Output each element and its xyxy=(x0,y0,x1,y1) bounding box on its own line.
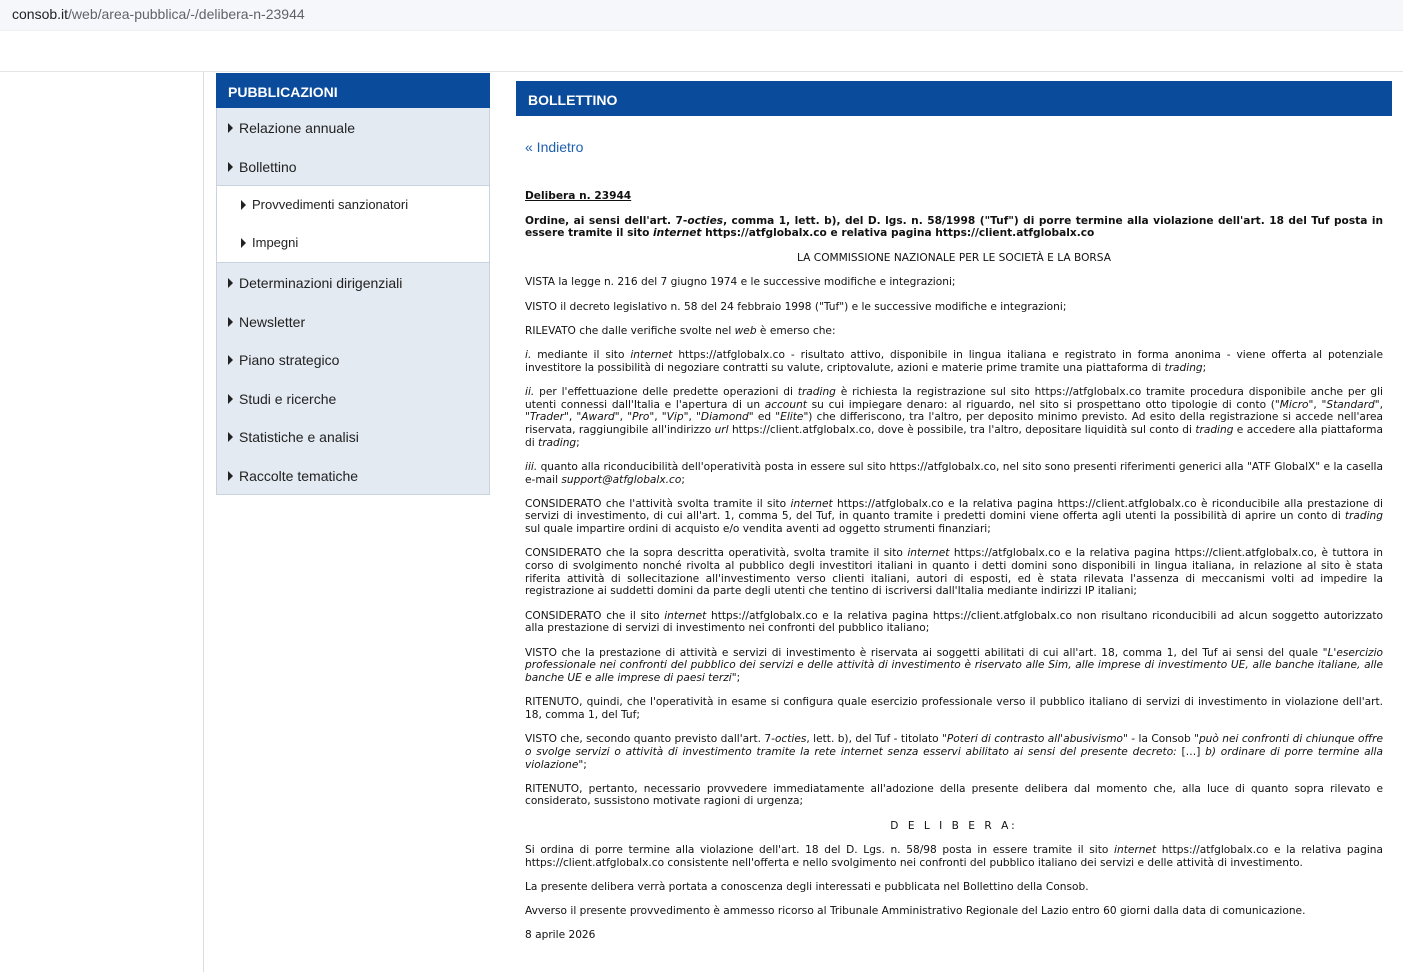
main-content xyxy=(516,81,1392,942)
caret-right-icon xyxy=(228,278,233,288)
caret-right-icon xyxy=(241,200,246,210)
paragraph-visto-7octies: VISTO che, secondo quanto previsto dall'art. 7-octies, lett. b), del Tuf - titolato "Poteri di contrasto all'abusivismo" - la Consob "può nei confronti di chiunque offre o svolge servizi o attività di investimento tramite la rete internet senza esservi abilitato ai sensi del presente decreto: […] b) ordinare di porre termine alla violazione"; xyxy=(525,733,1383,771)
sidebar-subitem-impegni[interactable]: Impegni xyxy=(217,224,489,262)
sidebar-item-determinazioni-dirigenziali[interactable]: Determinazioni dirigenziali xyxy=(217,263,489,302)
caret-right-icon xyxy=(228,394,233,404)
back-link[interactable]: « Indietro xyxy=(525,139,584,155)
browser-address-bar[interactable] xyxy=(0,0,1403,31)
header-divider xyxy=(0,71,1403,72)
caret-right-icon xyxy=(228,123,233,133)
paragraph-vista-legge: VISTA la legge n. 216 del 7 giugno 1974 e le successive modifiche e integrazioni; xyxy=(525,276,956,289)
paragraph-portata: La presente delibera verrà portata a conoscenza degli interessati e pubblicata nel Bollettino della Consob. xyxy=(525,880,1089,893)
paragraph-ricorso: Avverso il presente provvedimento è ammesso ricorso al Tribunale Amministrativo Regionale del Lazio entro 60 giorni dalla data di comunicazione. xyxy=(525,904,1306,917)
paragraph-visto-art18: VISTO che la prestazione di attività e servizi di investimento è riservata ai soggetti abilitati di cui all'art. 18, comma 1, del Tuf ai sensi del quale "L'esercizio professionale nei confronti del pubblico dei servizi e delle attività di investimento è riservato alle Sim, alle imprese di investimento UE, alle banche italiane, alle banche UE e alle imprese di paesi terzi"; xyxy=(525,646,1383,684)
delibera-subject: Ordine, ai sensi dell'art. 7-octies, comma 1, lett. b), del D. lgs. n. 58/1998 ("Tuf") di porre termine alla violazione dell'art. 18 del Tuf posta in essere tramite il sito internet https://atfglobalx.co e relativa pagina https://client.atfglobalx.co xyxy=(525,214,1383,240)
delibera-title: Delibera n. 23944 xyxy=(525,190,632,202)
delibera-date: 8 aprile 2026 xyxy=(525,929,596,942)
sidebar-item-newsletter[interactable]: Newsletter xyxy=(217,302,489,341)
sidebar-menu xyxy=(216,108,490,495)
caret-right-icon xyxy=(228,432,233,442)
sidebar-item-bollettino[interactable]: Bollettino xyxy=(217,147,489,186)
commissione-heading: LA COMMISSIONE NAZIONALE PER LE SOCIETÀ E LA BORSA xyxy=(797,252,1111,265)
delibera-document xyxy=(525,190,1383,953)
caret-right-icon xyxy=(241,238,246,248)
paragraph-point-ii: ii. per l'effettuazione delle predette operazioni di trading è richiesta la registrazione sul sito https://atfglobalx.co tramite procedura disponibile anche per gli utenti connessi dall'Italia e l'apertura di un account su cui impiegare denaro: al riguardo, nel sito si prospettano otto tipologie di conto ("Micro", "Standard", "Trader", "Award", "Pro", "Vip", "Diamond" ed "Elite") che differiscono, tra l'altro, per deposito minimo previsto. Ad esito della registrazione si accede nell'area riservata, raggiungibile all'indirizzo url https://client.atfglobalx.co, dove è possibile, tra l'altro, depositare liquidità sul conto di trading e accedere alla piattaforma di trading; xyxy=(525,385,1384,449)
paragraph-visto-decreto: VISTO il decreto legislativo n. 58 del 24 febbraio 1998 ("Tuf") e le successive modifiche e integrazioni; xyxy=(525,300,1067,313)
delibera-heading: D E L I B E R A: xyxy=(890,819,1018,832)
sidebar-item-studi-e-ricerche[interactable]: Studi e ricerche xyxy=(217,379,489,418)
caret-right-icon xyxy=(228,162,233,172)
page-title: BOLLETTINO xyxy=(516,81,1392,116)
sidebar-item-raccolte-tematiche[interactable]: Raccolte tematiche xyxy=(217,456,489,495)
paragraph-point-i: i. mediante il sito internet https://atfglobalx.co - risultato attivo, disponibile in lingua italiana e registrato in forma anonima - viene offerta al potenziale investitore la possibilità di negoziare contratti su valute, criptovalute, azioni e materie prime tramite una piattaforma di trading; xyxy=(525,348,1384,374)
paragraph-rilevato: RILEVATO che dalle verifiche svolte nel web è emerso che: xyxy=(525,324,836,337)
sidebar-submenu-bollettino xyxy=(217,185,489,263)
caret-right-icon xyxy=(228,355,233,365)
sidebar-item-piano-strategico[interactable]: Piano strategico xyxy=(217,340,489,379)
paragraph-considerato-3: CONSIDERATO che il sito internet https://atfglobalx.co e la relativa pagina https://client.atfglobalx.co non risultano riconducibili ad alcun soggetto autorizzato alla prestazione di servizi di investimento nei confronti del pubblico italiano; xyxy=(525,609,1383,635)
sidebar-item-statistiche-e-analisi[interactable]: Statistiche e analisi xyxy=(217,417,489,456)
paragraph-ordina: Si ordina di porre termine alla violazione dell'art. 18 del D. Lgs. n. 58/98 posta in essere tramite il sito internet https://atfglobalx.co e la relativa pagina https://client.atfglobalx.co consistente nell'offerta e nello svolgimento nei confronti del pubblico italiano dei servizi e delle attività di investimento. xyxy=(525,843,1383,869)
page-left-border xyxy=(203,72,204,972)
paragraph-considerato-1: CONSIDERATO che l'attività svolta tramite il sito internet https://atfglobalx.co e la relativa pagina https://client.atfglobalx.co è riconducibile alla prestazione di servizi di investimento, di cui all'art. 1, comma 5, del Tuf, in quanto tramite i predetti domini viene offerta agli utenti la possibilità di aprire un conto di trading sul quale impartire ordini di acquisto e/o vendita aventi ad oggetto strumenti finanziari; xyxy=(525,497,1384,536)
caret-right-icon xyxy=(228,471,233,481)
sidebar-item-relazione-annuale[interactable]: Relazione annuale xyxy=(217,108,489,147)
sidebar xyxy=(216,73,490,495)
paragraph-ritenuto-1: RITENUTO, quindi, che l'operatività in esame si configura quale esercizio professionale verso il pubblico italiano di servizi di investimento in violazione dell'art. 18, comma 1, del Tuf; xyxy=(525,696,1383,721)
caret-right-icon xyxy=(228,317,233,327)
sidebar-subitem-provvedimenti-sanzionatori[interactable]: Provvedimenti sanzionatori xyxy=(217,186,489,224)
paragraph-considerato-2: CONSIDERATO che la sopra descritta operatività, svolta tramite il sito internet https://atfglobalx.co e la relativa pagina https://client.atfglobalx.co, è tuttora in corso di svolgimento nonché rivolta al pubblico degli investitori italiani in quanto i detti domini sono disponibili in lingua italiana, in relazione al sito è stata riferita attività di sollecitazione all'investimento verso clienti italiani, autori di esposti, ed è stata rilevata l'assenza di meccanismi volti ad impedire la registrazione ai suddetti domini da parte degli utenti che tentino di iscriversi dall'Italia mediante indirizzi IP italiani; xyxy=(525,547,1383,598)
paragraph-ritenuto-2: RITENUTO, pertanto, necessario provvedere immediatamente all'adozione della presente delibera dal momento che, alla luce di quanto sopra rilevato e considerato, sussistono motivate ragioni di urgenza; xyxy=(525,782,1383,808)
url-text[interactable]: consob.it/web/area-pubblica/-/delibera-n-23944 xyxy=(12,6,305,22)
paragraph-point-iii: iii. quanto alla riconducibilità dell'operatività posta in essere sul sito https://atfglobalx.co, nel sito sono presenti riferimenti generici alla "ATF GlobalX" e la casella e-mail support@atfglobalx.co; xyxy=(525,460,1383,486)
sidebar-title: PUBBLICAZIONI xyxy=(216,73,490,108)
